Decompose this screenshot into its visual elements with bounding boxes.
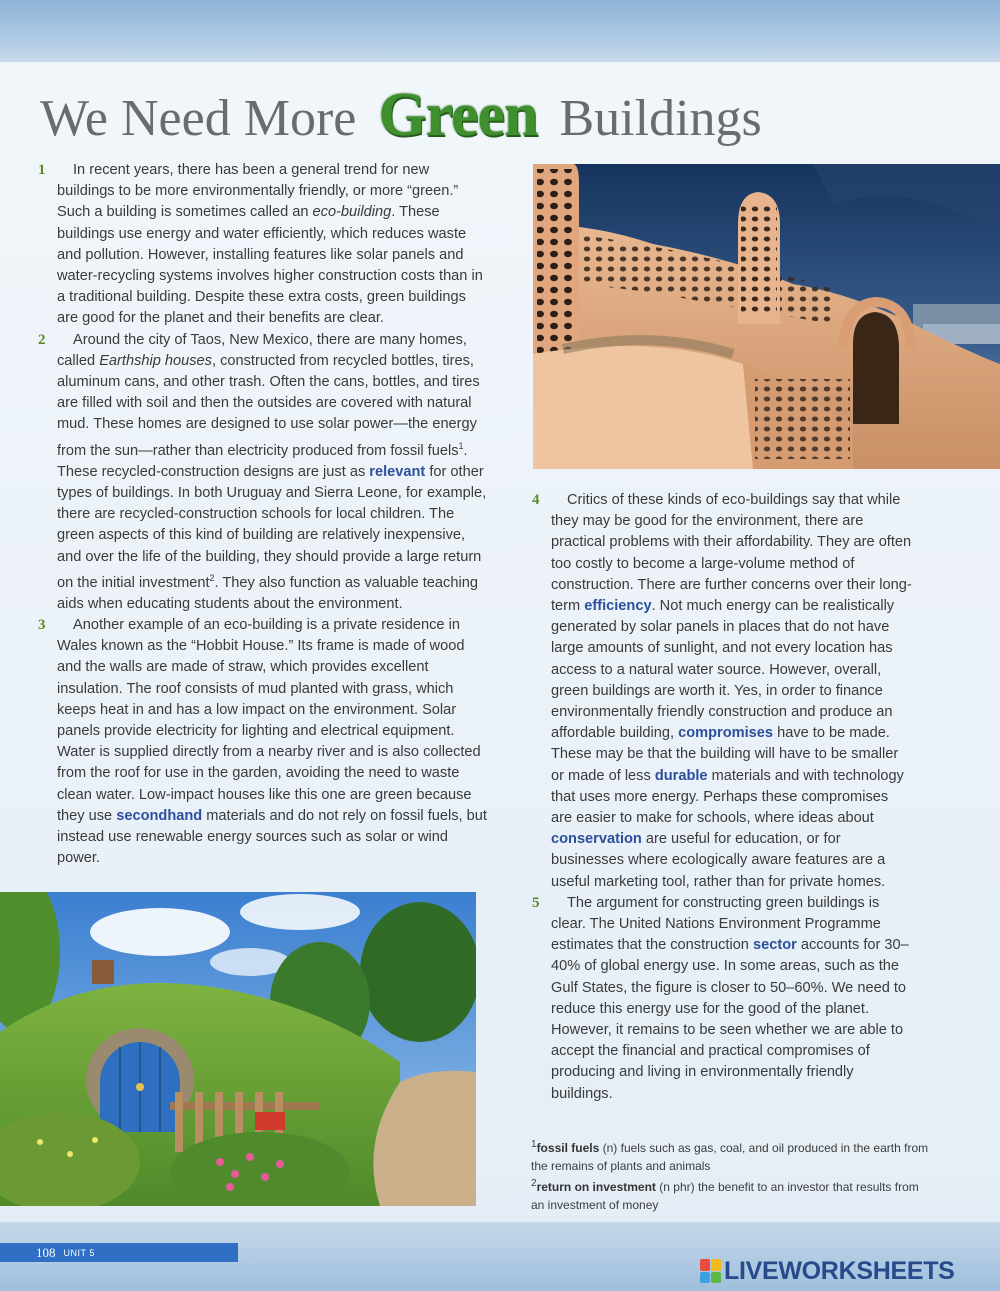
paragraph-3: [38, 615, 490, 869]
vocabulary-word: compromises: [678, 725, 774, 742]
footnote-pos: (n phr): [659, 1180, 695, 1194]
paragraph-text: . These recycled-construction designs are just as: [57, 442, 468, 480]
footnote-definition: fuels such as gas, coal, and oil produced in the earth from the remains of plants and animals: [531, 1141, 929, 1173]
vocabulary-word: efficiency: [584, 598, 652, 615]
paragraph-text: materials and with technology that uses more energy. Perhaps these compromises are easier to make for schools, where ideas about: [551, 767, 904, 827]
paragraph-text: Around the city of Taos, New Mexico, there are many homes, called: [57, 331, 467, 369]
title-after: Buildings: [559, 90, 762, 147]
page-number: 108: [36, 1244, 56, 1260]
unit-label: UNIT 5: [63, 1247, 95, 1258]
paragraph-text: have to be made. These may be that the building will have to be smaller or made of less: [551, 725, 899, 784]
paragraph-text: for other types of buildings. In both Uruguay and Sierra Leone, for example, there are recycled-construction schools for local children. The green aspects of this kind of building are relatively inexpensive, and over the life of the building, they should provide a large return on the initial investment: [57, 463, 487, 591]
footnote-1: [531, 1136, 931, 1175]
photo-icon: [0, 892, 476, 1206]
vocabulary-word: relevant: [369, 463, 426, 480]
vocabulary-word: sector: [752, 937, 797, 954]
paragraph-text: are useful for education, or for businesses where ecologically aware features are a useful marketing tool, rather than for private homes.: [551, 831, 886, 890]
paragraph-text: Critics of these kinds of eco-buildings say that while they may be good for the environment, there are practical problems with their affordability. They are often too costly to become a large-volume method of construction. There are further concerns over their long-term: [551, 492, 912, 615]
paragraph-number: 4: [532, 492, 540, 508]
title-before: We Need More: [40, 90, 357, 147]
earthship-house-photo: [533, 164, 1000, 469]
vocabulary-word: durable: [654, 767, 708, 784]
paragraph-4: [532, 490, 912, 893]
paragraph-5: [532, 893, 912, 1105]
brand-name: LIVEWORKSHEETS: [724, 1256, 955, 1285]
footnote-mark: 1: [531, 1139, 537, 1150]
paragraph-text: . These buildings use energy and water efficiently, which reduces waste and pollution. However, installing features like solar panels and water-recycling systems involves higher construction costs than in a traditional building. Despite these extra costs, green buildings are good for the planet and their benefits are clear.: [57, 204, 483, 327]
liveworksheets-icon: [700, 1259, 721, 1283]
footnote-2: [531, 1175, 931, 1214]
footnote-pos: (n): [602, 1141, 618, 1155]
page-title: [40, 80, 762, 160]
paragraph-text: , constructed from recycled bottles, tires, aluminum cans, and other trash. Often the cans, bottles, and tires are filled with soil and then the outsides are covered with natural mud. These homes are designed to use solar power—the energy from the sun—rather than electricity produced from fossil fuels: [57, 352, 480, 459]
paragraph-text: The argument for constructing green buildings is clear. The United Nations Environment Programme estimates that the construction: [551, 894, 881, 954]
paragraph-text: materials and do not rely on fossil fuels, but instead use renewable energy sources such as solar or wind power.: [57, 807, 487, 867]
page-number-tab: [0, 1243, 238, 1262]
top-banner: [0, 0, 1000, 62]
footnote-ref: 2: [209, 572, 215, 583]
footnote-ref: 1: [458, 440, 464, 451]
italic-term: eco-building: [312, 204, 392, 221]
hobbit-house-photo: [0, 892, 476, 1206]
vocabulary-word: conservation: [551, 831, 642, 848]
liveworksheets-logo[interactable]: [700, 1256, 955, 1286]
footnote-definition: the benefit to an investor that results from an investment of money: [531, 1180, 919, 1212]
footnote-term: return on investment: [536, 1180, 656, 1194]
title-green-word: Green: [378, 81, 538, 149]
footnote-mark: 2: [531, 1178, 537, 1189]
italic-term: Earthship houses: [99, 352, 212, 369]
paragraph-number: 1: [38, 162, 46, 178]
footnote-term: fossil fuels: [536, 1141, 600, 1155]
paragraph-1: [38, 160, 490, 330]
paragraph-number: 2: [38, 331, 46, 348]
paragraph-number: 5: [532, 894, 540, 911]
paragraph-text: . Not much energy can be realistically generated by solar panels in places that do not have large amounts of sunlight, and not every location has access to a natural water source. However, overall, green buildings are worth it. Yes, in order to finance environmentally friendly construction and produce an affordable building,: [551, 598, 895, 742]
photo-icon: [533, 164, 1000, 469]
footnotes: [531, 1136, 931, 1214]
left-column: [38, 160, 490, 869]
paragraph-text: Another example of an eco-building is a private residence in Wales known as the “Hobbit House.” Its frame is made of wood and the walls are made of straw, which provides excellent insulation. The roof consists of mud planted with grass, which keeps heat in and has a low impact on the environment. Solar panels provide electricity for lighting and electrical equipment. Water is supplied directly from a nearby river and is also collected from the roof for use in the garden, avoiding the need to waste clean water. Low-impact houses like this one are green because they use: [57, 616, 481, 824]
paragraph-text: . They also function as valuable teaching aids when educating students about the environment.: [57, 574, 478, 612]
paragraph-number: 3: [38, 616, 46, 633]
paragraph-text: accounts for 30–40% of global energy use. In some areas, such as the Gulf States, the figure is closer to 50–60%. We need to reduce this energy use for the good of the planet. However, it remains to be seen whether we are able to accept the financial and practical compromises of producing and living in environmentally friendly buildings.: [551, 937, 909, 1102]
right-column: [532, 490, 912, 1105]
paragraph-text: In recent years, there has been a general trend for new buildings to be more environmentally friendly, or more “green.” Such a building is sometimes called an: [57, 162, 459, 221]
vocabulary-word: secondhand: [116, 807, 203, 824]
paragraph-2: [38, 330, 490, 615]
